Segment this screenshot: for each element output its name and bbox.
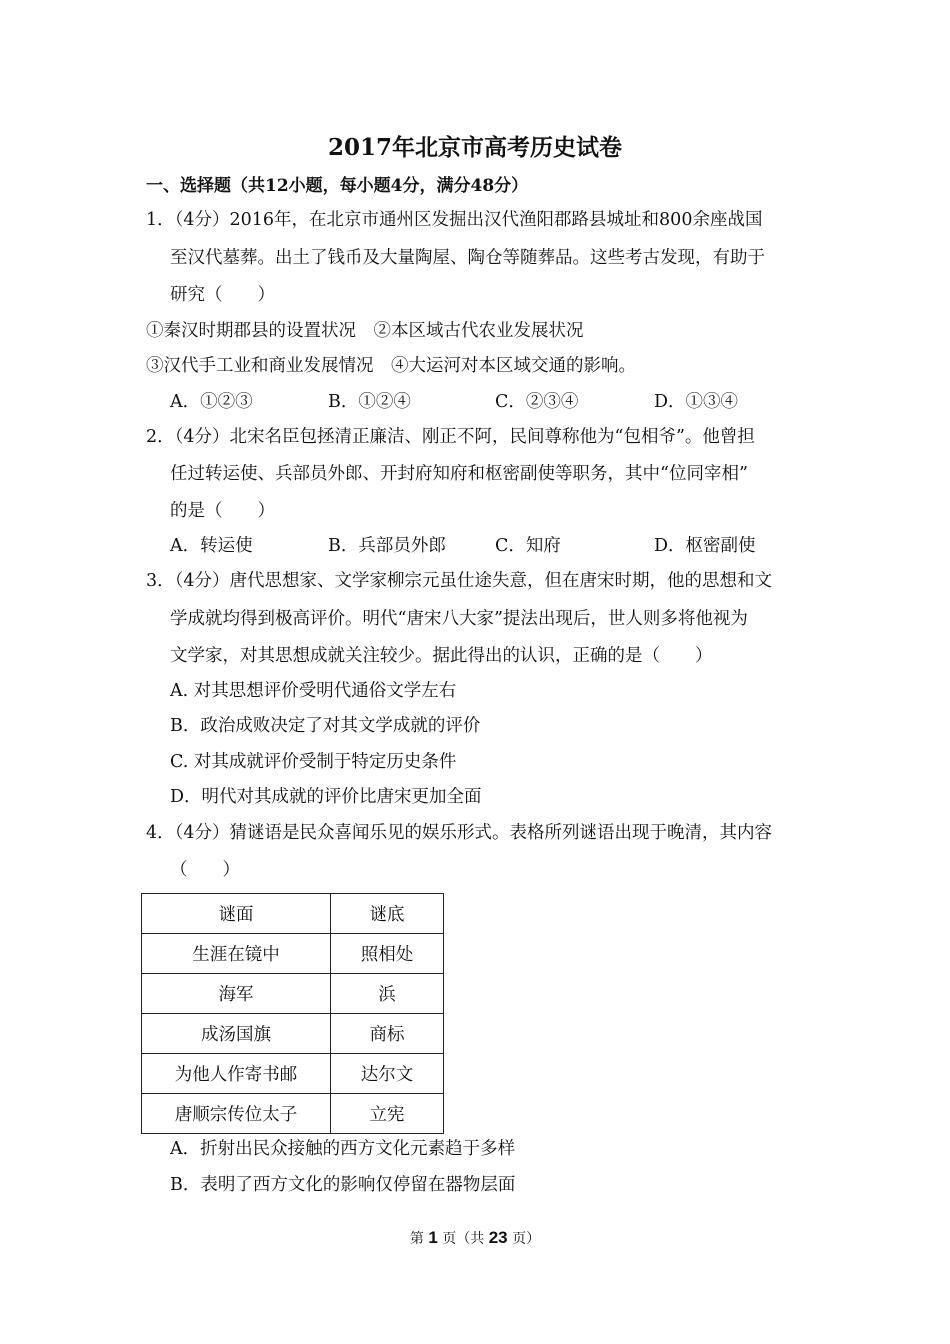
question-2-line-1: 2．（4分）北宋名臣包拯清正廉洁、刚正不阿，民间尊称他为“包相爷”。他曾担 xyxy=(146,427,755,447)
question-1-option-a[interactable]: A．①②③ xyxy=(170,392,253,412)
question-2-line-3: 的是（ ） xyxy=(170,501,275,521)
question-3-option-a[interactable]: A. 对其思想评价受明代通俗文学左右 xyxy=(170,681,457,701)
table-cell: 商标 xyxy=(331,1014,444,1054)
table-row xyxy=(142,1054,444,1094)
table-row xyxy=(142,1094,444,1134)
question-1-line-2: 至汉代墓葬。出土了钱币及大量陶屋、陶仓等随葬品。这些考古发现，有助于 xyxy=(170,248,765,268)
table-cell: 海军 xyxy=(142,974,331,1014)
table-header-row xyxy=(142,894,444,934)
page-footer xyxy=(0,1227,950,1250)
question-2-option-a[interactable]: A．转运使 xyxy=(170,536,253,556)
table-row xyxy=(142,974,444,1014)
page-title: 2017年北京市高考历史试卷 xyxy=(327,134,622,161)
footer-middle: 页（共 xyxy=(437,1231,489,1247)
footer-prefix: 第 xyxy=(409,1231,429,1247)
question-4-line-2: （ ） xyxy=(170,860,240,880)
question-3-line-1: 3．（4分）唐代思想家、文学家柳宗元虽仕途失意，但在唐宋时期，他的思想和文 xyxy=(146,571,773,591)
question-4-option-a[interactable]: A．折射出民众接触的西方文化元素趋于多样 xyxy=(170,1139,516,1159)
table-cell: 浜 xyxy=(331,974,444,1014)
table-row xyxy=(142,1014,444,1054)
footer-suffix: 页） xyxy=(507,1231,541,1247)
question-4-line-1: 4．（4分）猜谜语是民众喜闻乐见的娱乐形式。表格所列谜语出现于晚清，其内容 xyxy=(146,823,773,843)
table-row xyxy=(142,934,444,974)
question-2-option-c[interactable]: C．知府 xyxy=(495,536,561,556)
table-cell: 达尔文 xyxy=(331,1054,444,1094)
table-header-cell: 谜面 xyxy=(142,894,331,934)
question-2-option-d[interactable]: D．枢密副使 xyxy=(654,536,756,556)
question-3-line-2: 学成就均得到极高评价。明代“唐宋八大家”提法出现后，世人则多将他视为 xyxy=(170,609,748,629)
table-cell: 唐顺宗传位太子 xyxy=(142,1094,331,1134)
riddle-table xyxy=(141,893,444,1134)
question-1-line-1: 1．（4分）2016年，在北京市通州区发掘出汉代渔阳郡路县城址和800余座战国 xyxy=(146,210,763,230)
question-1-option-d[interactable]: D．①③④ xyxy=(654,392,739,412)
question-3-option-c[interactable]: C. 对其成就评价受制于特定历史条件 xyxy=(170,752,457,772)
question-1-line-3: 研究（ ） xyxy=(170,285,275,305)
section-heading: 一、选择题（共12小题，每小题4分，满分48分） xyxy=(146,176,529,196)
table-cell: 照相处 xyxy=(331,934,444,974)
question-1-statement-1: ①秦汉时期郡县的设置状况 ②本区域古代农业发展状况 xyxy=(146,321,584,341)
question-2-line-2: 任过转运使、兵部员外郎、开封府知府和枢密副使等职务，其中“位同宰相” xyxy=(170,464,748,484)
table-header-cell: 谜底 xyxy=(331,894,444,934)
footer-total-pages: 23 xyxy=(488,1228,508,1247)
question-3-line-3: 文学家，对其思想成就关注较少。据此得出的认识，正确的是（ ） xyxy=(170,646,713,666)
table-cell: 成汤国旗 xyxy=(142,1014,331,1054)
table-cell: 立宪 xyxy=(331,1094,444,1134)
table-cell: 生涯在镜中 xyxy=(142,934,331,974)
question-3-option-d[interactable]: D．明代对其成就的评价比唐宋更加全面 xyxy=(170,787,482,807)
question-1-option-b[interactable]: B．①②④ xyxy=(328,392,411,412)
footer-page-number: 1 xyxy=(428,1228,438,1247)
question-3-option-b[interactable]: B．政治成败决定了对其文学成就的评价 xyxy=(170,716,481,736)
question-2-option-b[interactable]: B．兵部员外郎 xyxy=(328,536,446,556)
question-1-statement-2: ③汉代手工业和商业发展情况 ④大运河对本区域交通的影响。 xyxy=(146,356,636,376)
table-cell: 为他人作寄书邮 xyxy=(142,1054,331,1094)
question-4-option-b[interactable]: B．表明了西方文化的影响仅停留在器物层面 xyxy=(170,1175,516,1195)
question-1-option-c[interactable]: C．②③④ xyxy=(495,392,579,412)
